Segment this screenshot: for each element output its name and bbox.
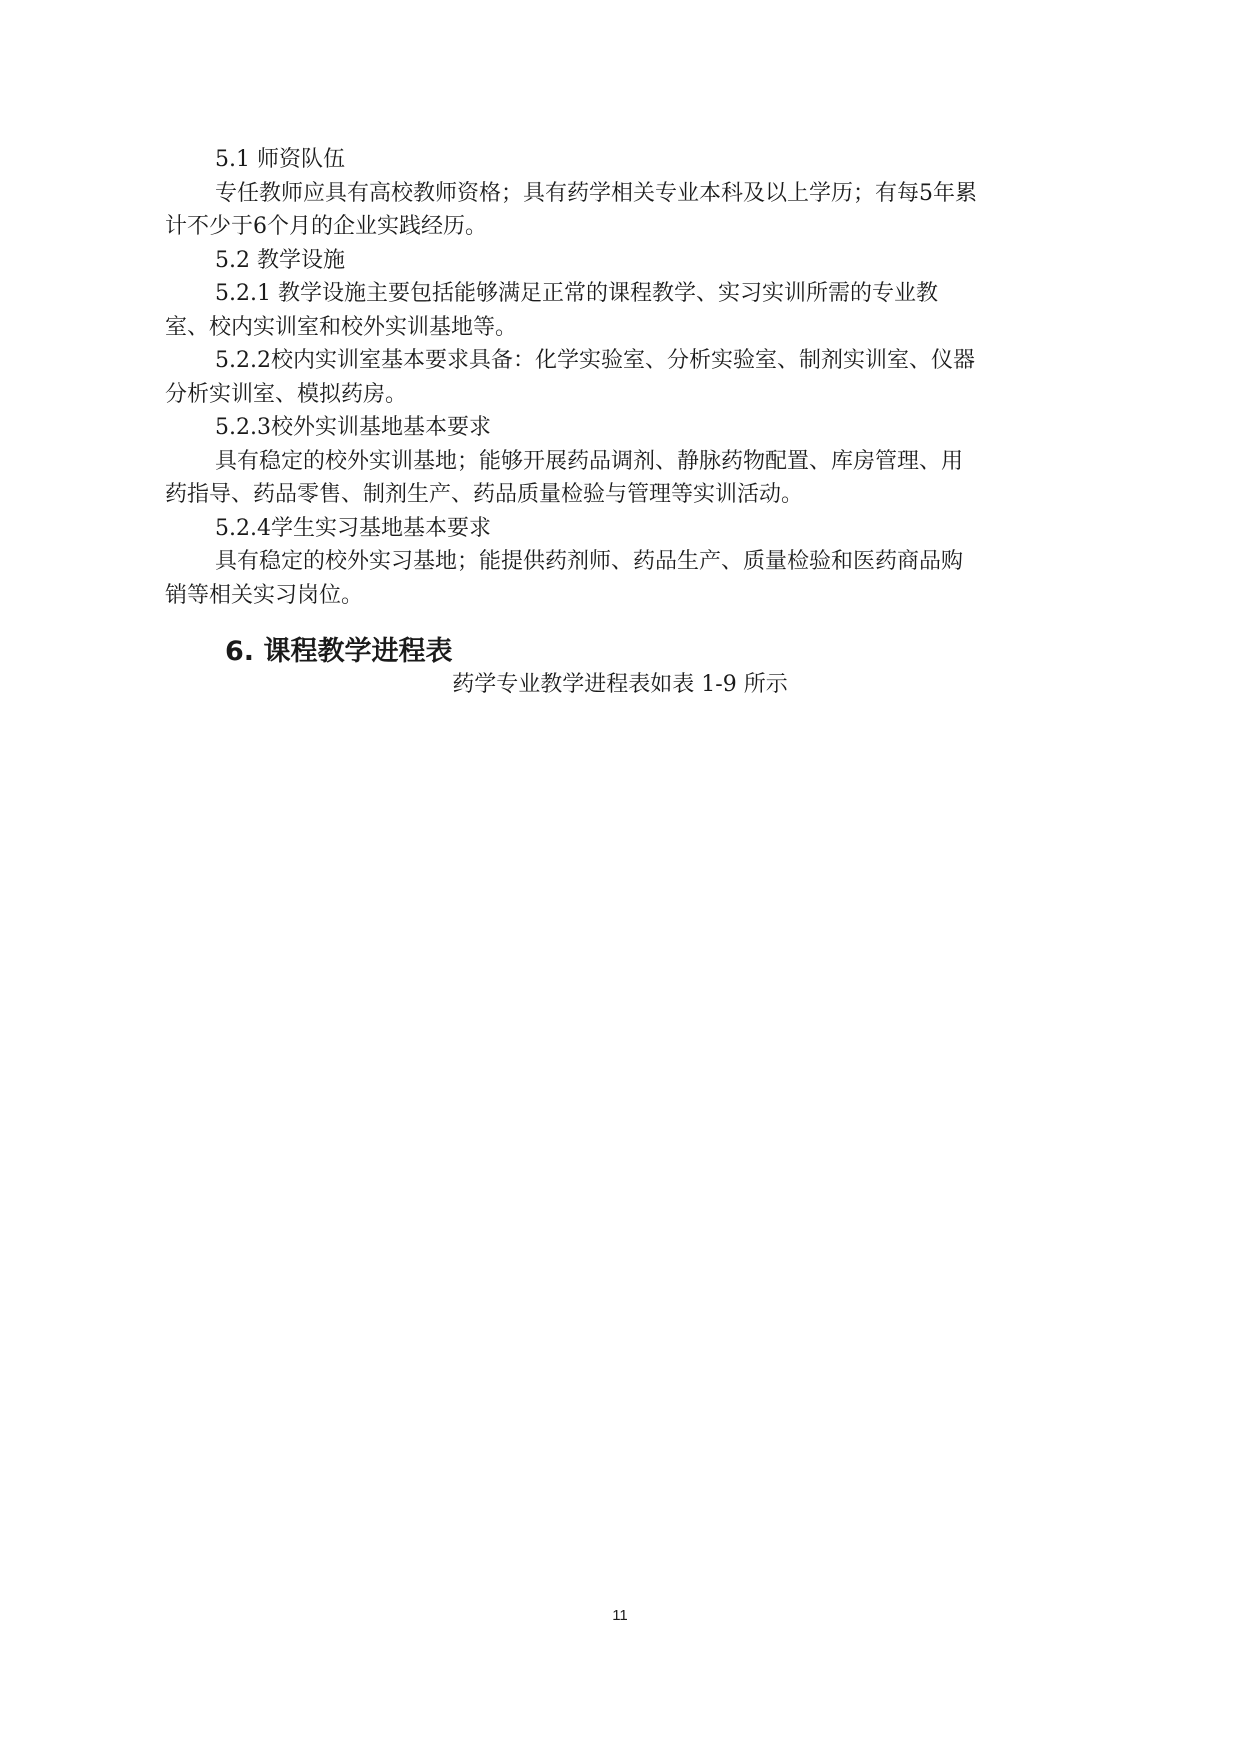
paragraph-line: 药指导、药品零售、制剂生产、药品质量检验与管理等实训活动。 (165, 482, 804, 507)
section-5-body (165, 143, 1075, 612)
page-number: 11 (612, 1607, 628, 1624)
paragraph-line: 计不少于6个月的企业实践经历。 (165, 214, 487, 239)
subsection-title-5-2-3: 5.2.3校外实训基地基本要求 (215, 415, 491, 440)
paragraph-line: 具有稳定的校外实训基地；能够开展药品调剂、静脉药物配置、库房管理、用 (215, 448, 964, 474)
paragraph-line: 分析实训室、模拟药房。 (165, 381, 408, 407)
table-caption: 药学专业教学进程表如表 1-9 所示 (452, 672, 788, 697)
paragraph-line: 销等相关实习岗位。 (165, 582, 364, 608)
subsection-title-5-2: 5.2 教学设施 (215, 247, 345, 273)
paragraph-line: 5.2.1 教学设施主要包括能够满足正常的课程教学、实习实训所需的专业教 (215, 281, 938, 306)
subsection-title-5-2-4: 5.2.4学生实习基地基本要求 (215, 515, 491, 541)
paragraph-line: 室、校内实训室和校外实训基地等。 (165, 314, 518, 340)
paragraph-line: 专任教师应具有高校教师资格；具有药学相关专业本科及以上学历；有每5年累 (215, 180, 977, 206)
subsection-title-5-1: 5.1 师资队伍 (215, 147, 345, 172)
paragraph-line: 具有稳定的校外实习基地；能提供药剂师、药品生产、质量检验和医药商品购 (215, 549, 964, 574)
paragraph-line: 5.2.2校内实训室基本要求具备：化学实验室、分析实验室、制剂实训室、仪器 (215, 348, 975, 373)
section-6-heading: 6. 课程教学进程表 (225, 636, 453, 667)
